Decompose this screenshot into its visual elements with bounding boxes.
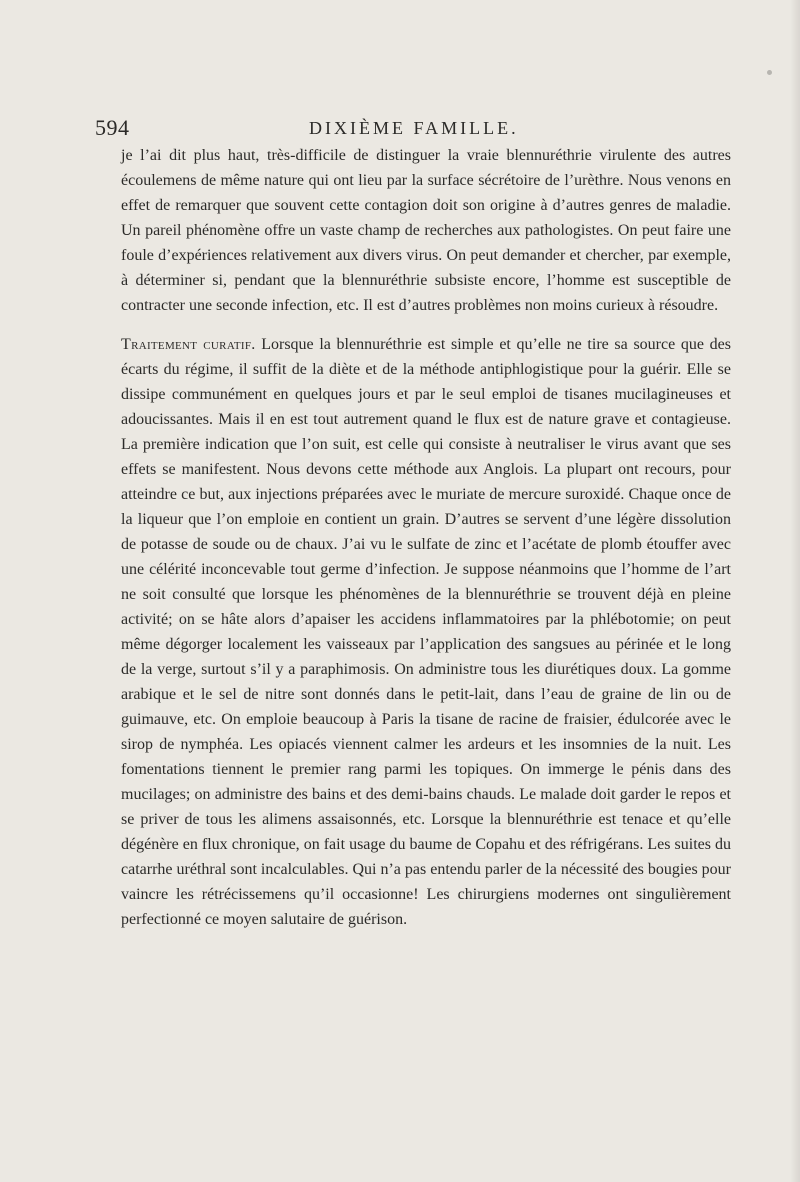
paper-speck (767, 70, 772, 75)
section-lead: Traitement curatif. (121, 336, 256, 353)
paragraph-1: je l’ai dit plus haut, très-difficile de distinguer la vraie blennuréthrie virulente des autres écoulemens de même nature qui ont lieu par la surface sécrétoire de l’urèthre. Nous venons en effet de remarquer que souvent cette contagion doit son origine à d’autres genres de maladie. Un pareil phénomène offre un vaste champ de recherches aux pathologistes. On peut faire une foule d’expériences relativement aux divers virus. On peut demander et chercher, par exemple, à déterminer si, pendant que la blennuréthrie subsiste encore, l’homme est susceptible de contracter une seconde infection, etc. Il est d’autres problèmes non moins curieux à résoudre. (121, 147, 731, 314)
page-edge-shadow (790, 0, 800, 1182)
running-head: DIXIÈME FAMILLE. (309, 118, 519, 138)
paragraph-2 (121, 332, 731, 932)
paragraph-2-text: Lorsque la blennuréthrie est simple et qu’elle ne tire sa source que des écarts du régime, il suffit de la diète et de la méthode antiphlogistique pour la guérir. Elle se dissipe communément en quelques jours et par le seul emploi de tisanes mucilagineuses et adoucissantes. Mais il en est tout autrement quand le flux est de nature grave et contagieuse. La première indication que l’on suit, est celle qui consiste à neutraliser le virus avant que ses effets se manifestent. Nous devons cette méthode aux Anglois. La plupart ont recours, pour atteindre ce but, aux injections préparées avec le muriate de mercure suroxidé. Chaque once de la liqueur que l’on emploie en contient un grain. D’autres se servent d’une légère dissolution de potasse de soude ou de chaux. J’ai vu le sulfate de zinc et l’acétate de plomb étouffer avec une célérité inconcevable tout germe d’infection. Je suppose néanmoins que l’homme de l’art ne soit consulté que lorsque les phénomènes de la blennuréthrie se trouvent déjà en pleine activité; on se hâte alors d’apaiser les accidens inflammatoires par la phlébotomie; on peut même dégorger localement les vaisseaux par l’application des sangsues au périnée et le long de la verge, surtout s’il y a paraphimosis. On administre tous les diurétiques doux. La gomme arabique et le sel de nitre sont donnés dans le petit-lait, dans l’eau de graine de lin ou de guimauve, etc. On emploie beaucoup à Paris la tisane de racine de fraisier, édulcorée avec le sirop de nymphéa. Les opiacés viennent calmer les ardeurs et les insomnies de la nuit. Les fomentations tiennent le premier rang parmi les topiques. On immerge le pénis dans des mucilages; on administre des bains et des demi-bains chauds. Le malade doit garder le repos et se priver de tous les alimens assaisonnés, etc. Lorsque la blennuréthrie est tenace et qu’elle dégénère en flux chronique, on fait usage du baume de Copahu et des réfrigérans. Les suites du catarrhe uréthral sont incalculables. Qui n’a pas entendu parler de la nécessité des bougies pour vaincre les rétrécissemens qu’il occasionne! Les chirurgiens modernes ont singulièrement perfectionné ce moyen salutaire de guérison. (121, 336, 731, 928)
page-header (95, 116, 735, 146)
main-text (121, 143, 731, 932)
page-number: 594 (95, 115, 130, 140)
